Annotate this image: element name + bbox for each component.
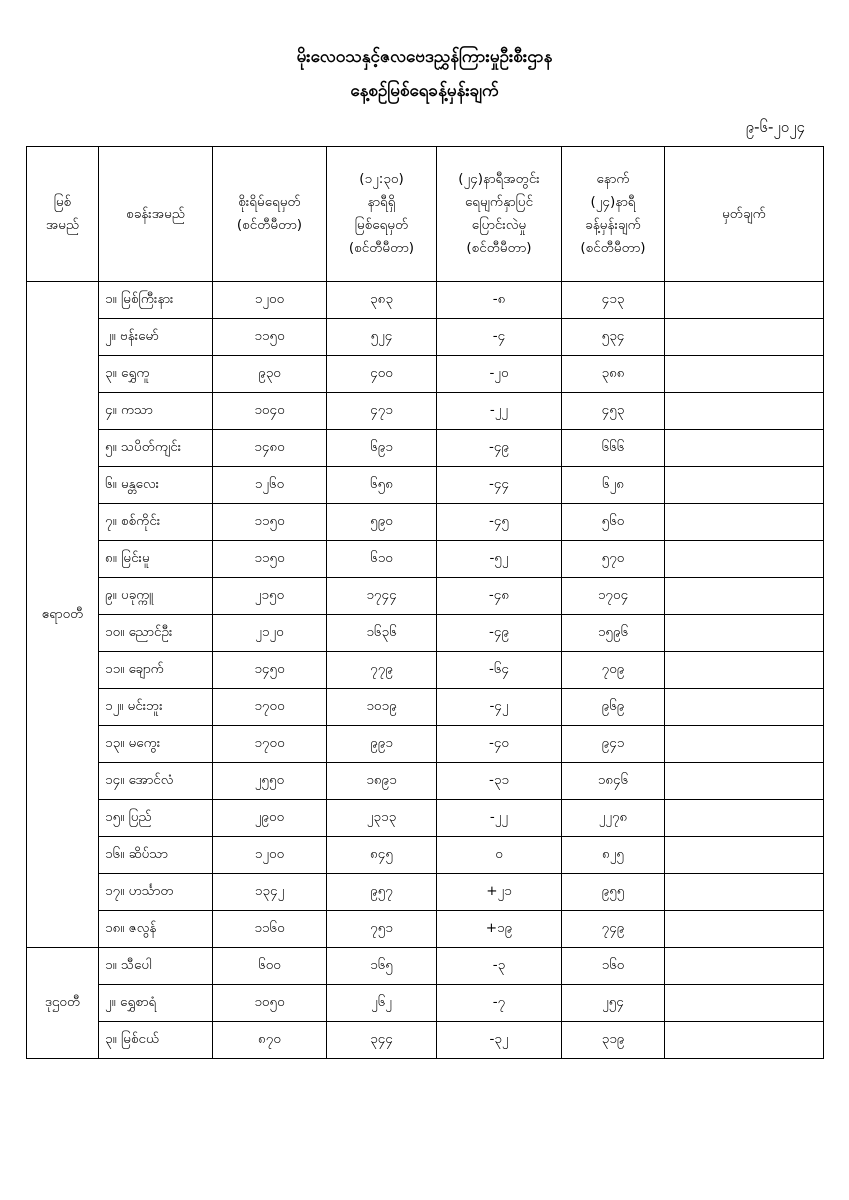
current-level-cell: ၇၅၁ [327, 911, 437, 948]
table-row [27, 319, 824, 356]
header-change-24h [437, 147, 562, 282]
forecast-cell: ၉၅၅ [562, 874, 665, 911]
forecast-cell: ၁၇၀၄ [562, 578, 665, 615]
header-label-line: အမည် [45, 217, 80, 233]
change-cell: -၂၂ [437, 393, 562, 430]
table-row [27, 504, 824, 541]
change-cell: -၅၂ [437, 541, 562, 578]
change-cell: -၃ [437, 948, 562, 985]
forecast-cell: ၅၆၀ [562, 504, 665, 541]
river-name-cell: ဧရာဝတီ [27, 282, 99, 948]
current-level-cell: ၃၈၃ [327, 282, 437, 319]
header-label-line: မှတ်ချက် [722, 205, 766, 222]
remark-cell [665, 541, 824, 578]
forecast-cell: ၁၆၀ [562, 948, 665, 985]
remark-cell [665, 615, 824, 652]
table-row [27, 874, 824, 911]
forecast-cell: ၂၂၇၈ [562, 800, 665, 837]
header-forecast [562, 147, 665, 282]
forecast-cell: ၈၂၅ [562, 837, 665, 874]
station-cell: ၁။ မြစ်ကြီးနား [99, 282, 213, 319]
change-cell: -၄၂ [437, 689, 562, 726]
danger-level-cell: ၉၃၀ [213, 356, 327, 393]
station-cell: ၃။ ရွှေကူ [99, 356, 213, 393]
forecast-cell: ၇၀၉ [562, 652, 665, 689]
station-cell: ၁၂။ မင်းဘူး [99, 689, 213, 726]
remark-cell [665, 726, 824, 763]
change-cell: -၃၁ [437, 763, 562, 800]
header-label-line: စခန်းအမည် [126, 205, 185, 222]
header-station [99, 147, 213, 282]
header-label-line: မြစ်ရေမှတ် [354, 217, 409, 233]
danger-level-cell: ၁၁၅၀ [213, 541, 327, 578]
current-level-cell: ၁၆၅ [327, 948, 437, 985]
table-row [27, 726, 824, 763]
table-row [27, 689, 824, 726]
table-row [27, 467, 824, 504]
current-level-cell: ၇၇၉ [327, 652, 437, 689]
remark-cell [665, 430, 824, 467]
station-cell: ၄။ ကသာ [99, 393, 213, 430]
forecast-cell: ၆၂၈ [562, 467, 665, 504]
header-label-line: ခန့်မှန်းချက် [585, 217, 641, 233]
remark-cell [665, 356, 824, 393]
forecast-cell: ၃၈၈ [562, 356, 665, 393]
remark-cell [665, 282, 824, 319]
station-cell: ၁၁။ ချောက် [99, 652, 213, 689]
remark-cell [665, 948, 824, 985]
current-level-cell: ၆၉၁ [327, 430, 437, 467]
danger-level-cell: ၁၂၆၀ [213, 467, 327, 504]
table-body [27, 282, 824, 1059]
current-level-cell: ၂၃၁၃ [327, 800, 437, 837]
remark-cell [665, 800, 824, 837]
danger-level-cell: ၂၁၅၀ [213, 578, 327, 615]
station-cell: ၈။ မြင်းမူ [99, 541, 213, 578]
change-cell: -၂၂ [437, 800, 562, 837]
change-cell: -၄၉ [437, 615, 562, 652]
current-level-cell: ၁၇၄၄ [327, 578, 437, 615]
danger-level-cell: ၂၉၀၀ [213, 800, 327, 837]
station-cell: ၆။ မန္တလေး [99, 467, 213, 504]
station-cell: ၂။ ဗန်းမော် [99, 319, 213, 356]
header-label-line: (၂၄)နာရီ [590, 194, 636, 210]
table-row [27, 800, 824, 837]
danger-level-cell: ၁၂၀၀ [213, 837, 327, 874]
table-row [27, 615, 824, 652]
current-level-cell: ၁၈၉၁ [327, 763, 437, 800]
station-cell: ၁၀။ ညောင်ဦး [99, 615, 213, 652]
change-cell: -၄ [437, 319, 562, 356]
remark-cell [665, 763, 824, 800]
current-level-cell: ၆၅၈ [327, 467, 437, 504]
change-cell: -၄၀ [437, 726, 562, 763]
remark-cell [665, 874, 824, 911]
current-level-cell: ၁၀၁၉ [327, 689, 437, 726]
table-row [27, 763, 824, 800]
danger-level-cell: ၁၇၀၀ [213, 726, 327, 763]
report-date: ၉-၆-၂၀၂၄ [745, 118, 805, 136]
danger-level-cell: ၁၄၅၀ [213, 652, 327, 689]
remark-cell [665, 1022, 824, 1059]
table-row [27, 948, 824, 985]
table-row [27, 985, 824, 1022]
current-level-cell: ၅၉၀ [327, 504, 437, 541]
danger-level-cell: ၁၀၄၀ [213, 393, 327, 430]
header-label-line: စိုးရိမ်ရေမှတ် [238, 194, 301, 210]
danger-level-cell: ၁၃၄၂ [213, 874, 327, 911]
table-row [27, 541, 824, 578]
table-row [27, 282, 824, 319]
station-cell: ၃။ မြစ်ငယ် [99, 1022, 213, 1059]
station-cell: ၁၅။ ပြည် [99, 800, 213, 837]
danger-level-cell: ၈၇၀ [213, 1022, 327, 1059]
forecast-table [26, 146, 824, 1059]
change-cell: -၄၅ [437, 504, 562, 541]
current-level-cell: ၅၂၄ [327, 319, 437, 356]
danger-level-cell: ၁၁၅၀ [213, 504, 327, 541]
danger-level-cell: ၂၅၅၀ [213, 763, 327, 800]
station-cell: ၂။ ရွှေစာရံ [99, 985, 213, 1022]
header-remarks [665, 147, 824, 282]
danger-level-cell: ၁၇၀၀ [213, 689, 327, 726]
station-cell: ၅။ သပိတ်ကျင်း [99, 430, 213, 467]
table-row [27, 393, 824, 430]
current-level-cell: ၉၅၇ [327, 874, 437, 911]
table-row [27, 430, 824, 467]
change-cell: +၁၉ [437, 911, 562, 948]
station-cell: ၁၄။ အောင်လံ [99, 763, 213, 800]
forecast-cell: ၉၄၁ [562, 726, 665, 763]
current-level-cell: ၆၁၀ [327, 541, 437, 578]
header-label-line: နာရီရှိ [367, 194, 396, 210]
forecast-cell: ၁၅၉၆ [562, 615, 665, 652]
forecast-cell: ၃၁၉ [562, 1022, 665, 1059]
change-cell: +၂၁ [437, 874, 562, 911]
table-row [27, 1022, 824, 1059]
remark-cell [665, 689, 824, 726]
table-row [27, 837, 824, 874]
danger-level-cell: ၁၂၀၀ [213, 282, 327, 319]
header-label-line: ရေမျက်နှာပြင် [464, 194, 534, 210]
forecast-cell: ၄၁၃ [562, 282, 665, 319]
forecast-cell: ၄၅၃ [562, 393, 665, 430]
forecast-cell: ၂၅၄ [562, 985, 665, 1022]
forecast-cell: ၅၃၄ [562, 319, 665, 356]
station-cell: ၁၆။ ဆိပ်သာ [99, 837, 213, 874]
change-cell: -၃၂ [437, 1022, 562, 1059]
forecast-cell: ၉၆၉ [562, 689, 665, 726]
change-cell: -၄၉ [437, 430, 562, 467]
change-cell: -၂၀ [437, 356, 562, 393]
header-label-line: (စင်တီမီတာ) [236, 217, 303, 233]
remark-cell [665, 911, 824, 948]
current-level-cell: ၈၄၅ [327, 837, 437, 874]
remark-cell [665, 393, 824, 430]
header-label-line: (စင်တီမီတာ) [348, 240, 415, 256]
current-level-cell: ၄၇၁ [327, 393, 437, 430]
danger-level-cell: ၁၁၆၀ [213, 911, 327, 948]
header-label-line: (စင်တီမီတာ) [466, 240, 532, 256]
current-level-cell: ၂၆၂ [327, 985, 437, 1022]
change-cell: -၄၈ [437, 578, 562, 615]
current-level-cell: ၁၆၃၆ [327, 615, 437, 652]
remark-cell [665, 578, 824, 615]
table-row [27, 578, 824, 615]
change-cell: -၈ [437, 282, 562, 319]
station-cell: ၉။ ပခုက္ကူ [99, 578, 213, 615]
current-level-cell: ၃၄၄ [327, 1022, 437, 1059]
remark-cell [665, 652, 824, 689]
header-label-line: မြစ် [53, 194, 72, 210]
page-title: မိုးလေဝသနှင့်ဇလဗေဒညွှန်ကြားမှုဦးစီးဌာန [296, 47, 553, 67]
header-label-line: (၂၄)နာရီအတွင်း [458, 171, 540, 187]
station-cell: ၁၃။ မကွေး [99, 726, 213, 763]
remark-cell [665, 837, 824, 874]
change-cell: -၆၄ [437, 652, 562, 689]
table-row [27, 911, 824, 948]
forecast-cell: ၆၆၆ [562, 430, 665, 467]
change-cell: -၇ [437, 985, 562, 1022]
header-label-line: (၁၂:၃၀) [359, 171, 404, 187]
header-current-level [327, 147, 437, 282]
station-cell: ၁၈။ ဇလွန် [99, 911, 213, 948]
station-cell: ၁။ သီပေါ [99, 948, 213, 985]
danger-level-cell: ၂၁၂၀ [213, 615, 327, 652]
remark-cell [665, 504, 824, 541]
station-cell: ၇။ စစ်ကိုင်း [99, 504, 213, 541]
remark-cell [665, 319, 824, 356]
change-cell: -၄၄ [437, 467, 562, 504]
header-label-line: နောက် [596, 171, 630, 187]
table-header-row [27, 147, 824, 282]
river-name-cell: ဒုဌဝတီ [27, 948, 99, 1059]
page-subtitle: နေ့စဉ်မြစ်ရေခန့်မှန်းချက် [350, 81, 499, 101]
header-label-line: ပြောင်းလဲမှု [471, 217, 527, 233]
header-river [27, 147, 99, 282]
forecast-cell: ၁၈၄၆ [562, 763, 665, 800]
forecast-cell: ၇၄၉ [562, 911, 665, 948]
header-danger-level [213, 147, 327, 282]
current-level-cell: ၉၉၁ [327, 726, 437, 763]
remark-cell [665, 467, 824, 504]
forecast-cell: ၅၇၀ [562, 541, 665, 578]
danger-level-cell: ၆၀၀ [213, 948, 327, 985]
danger-level-cell: ၁၀၅၀ [213, 985, 327, 1022]
table-row [27, 652, 824, 689]
remark-cell [665, 985, 824, 1022]
current-level-cell: ၄၀၀ [327, 356, 437, 393]
table-row [27, 356, 824, 393]
danger-level-cell: ၁၄၈၀ [213, 430, 327, 467]
danger-level-cell: ၁၁၅၀ [213, 319, 327, 356]
station-cell: ၁၇။ ဟင်္သာတ [99, 874, 213, 911]
change-cell: ၀ [437, 837, 562, 874]
header-label-line: (စင်တီမီတာ) [580, 240, 646, 256]
